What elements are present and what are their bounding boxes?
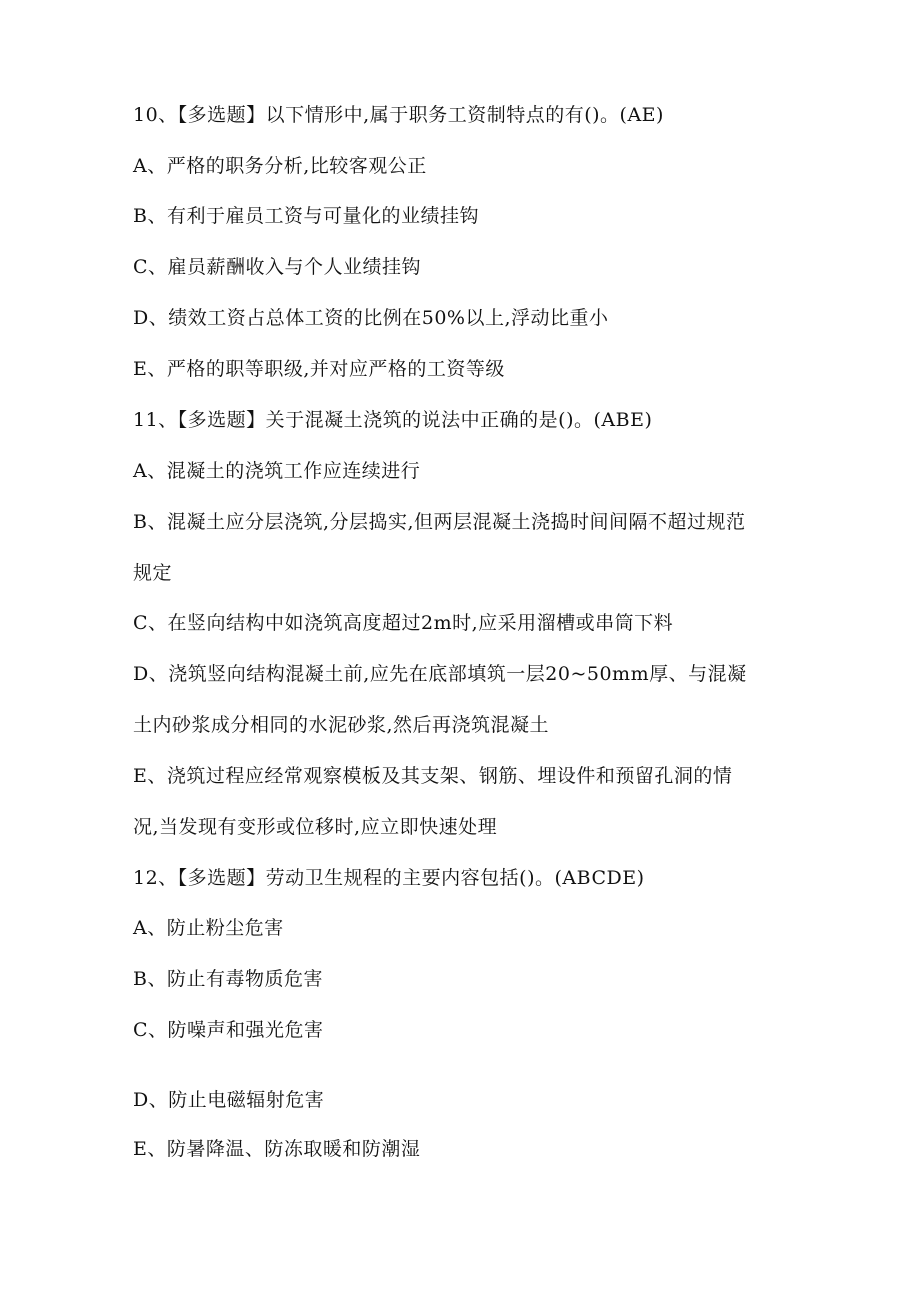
- question-11-option-e-continued: 况,当发现有变形或位移时,应立即快速处理: [133, 816, 498, 838]
- question-10-option-d: D、绩效工资占总体工资的比例在50%以上,浮动比重小: [133, 307, 609, 329]
- question-10-option-b: B、有利于雇员工资与可量化的业绩挂钩: [133, 205, 479, 227]
- question-12-stem: 12、【多选题】劳动卫生规程的主要内容包括()。(ABCDE): [133, 867, 645, 889]
- question-11-option-c: C、在竖向结构中如浇筑高度超过2m时,应采用溜槽或串筒下料: [133, 612, 674, 634]
- question-11-option-b: B、混凝土应分层浇筑,分层捣实,但两层混凝土浇捣时间间隔不超过规范: [133, 511, 746, 533]
- question-10-option-a: A、严格的职务分析,比较客观公正: [133, 155, 427, 177]
- question-10-option-c: C、雇员薪酬收入与个人业绩挂钩: [133, 256, 422, 278]
- question-11-option-d: D、浇筑竖向结构混凝土前,应先在底部填筑一层20~50mm厚、与混凝: [133, 663, 747, 685]
- question-11-option-e: E、浇筑过程应经常观察模板及其支架、钢筋、埋设件和预留孔洞的情: [133, 765, 733, 787]
- question-11-option-b-continued: 规定: [133, 562, 173, 584]
- question-12-option-b: B、防止有毒物质危害: [133, 968, 323, 990]
- question-12-option-d: D、防止电磁辐射危害: [133, 1089, 325, 1111]
- question-10-stem: 10、【多选题】以下情形中,属于职务工资制特点的有()。(AE): [133, 104, 664, 126]
- question-11-option-a: A、混凝土的浇筑工作应连续进行: [133, 460, 421, 482]
- question-11-option-d-continued: 土内砂浆成分相同的水泥砂浆,然后再浇筑混凝土: [133, 714, 550, 736]
- question-12-option-e: E、防暑降温、防冻取暖和防潮湿: [133, 1138, 421, 1160]
- question-10-option-e: E、严格的职等职级,并对应严格的工资等级: [133, 358, 505, 380]
- question-11-stem: 11、【多选题】关于混凝土浇筑的说法中正确的是()。(ABE): [133, 409, 653, 431]
- question-12-option-a: A、防止粉尘危害: [133, 917, 284, 939]
- question-12-option-c: C、防噪声和强光危害: [133, 1019, 324, 1041]
